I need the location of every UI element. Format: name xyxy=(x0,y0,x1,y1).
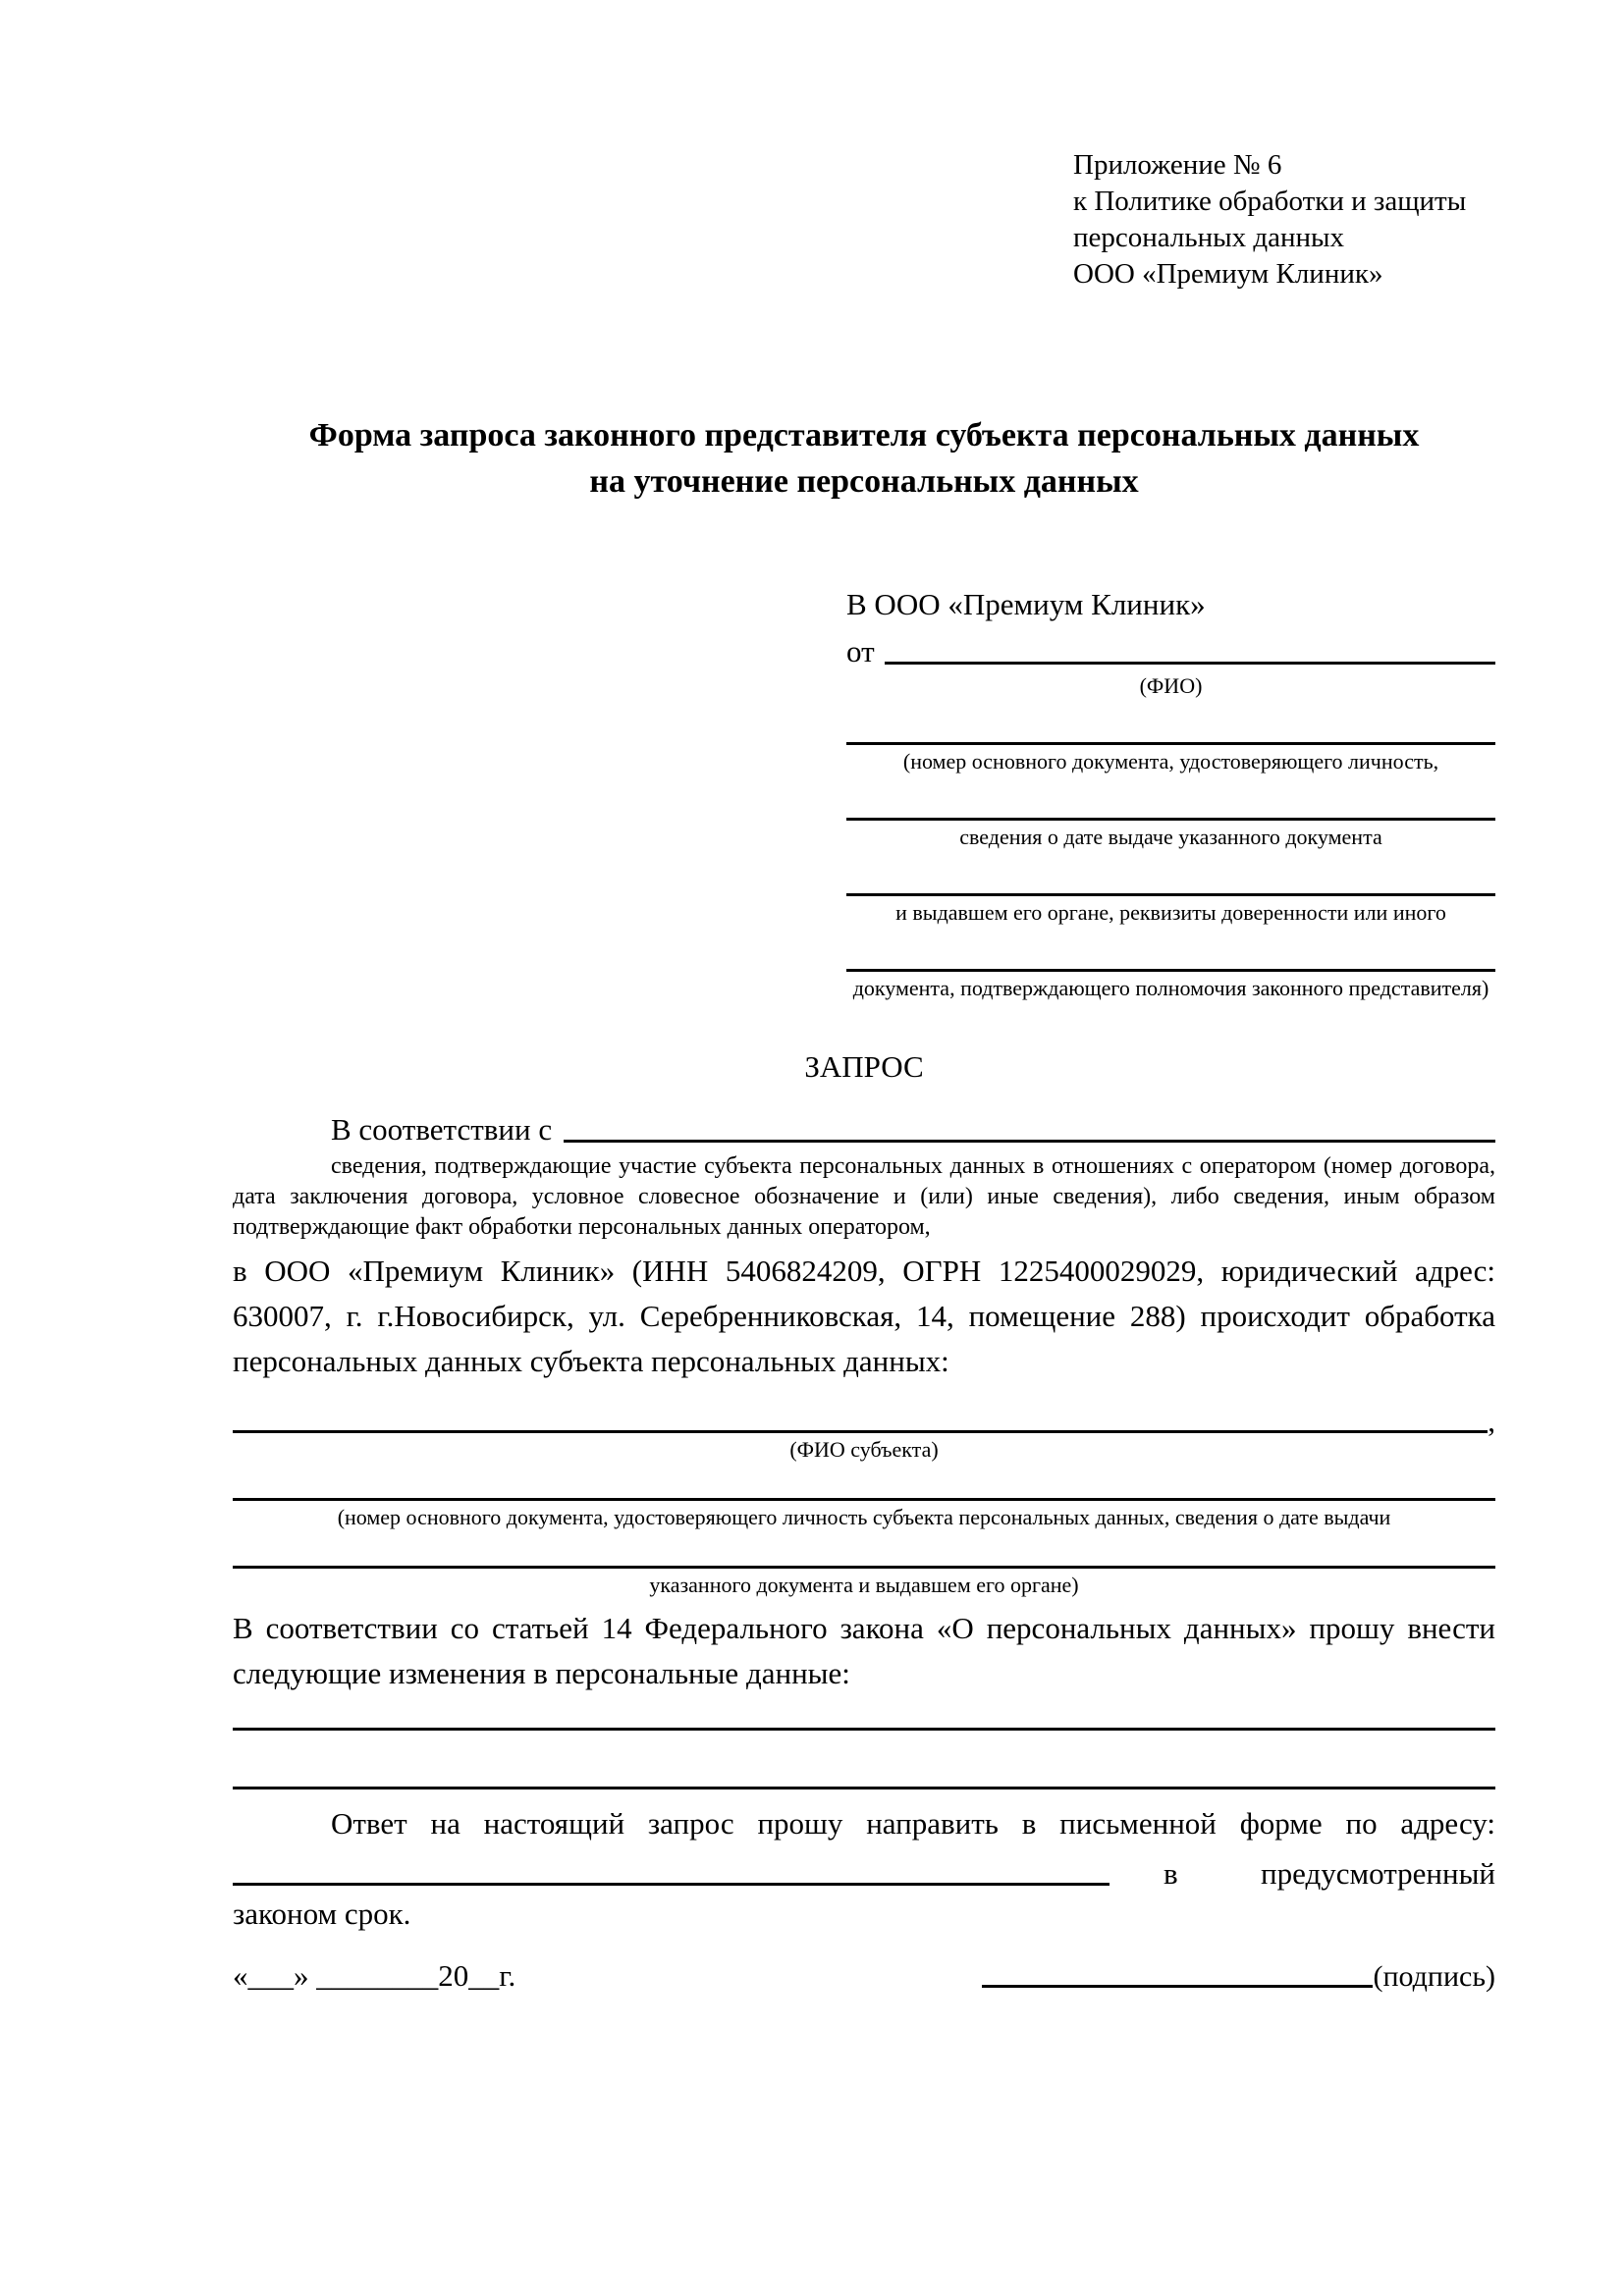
law-paragraph: В соответствии со статьей 14 Федерального закона «О персональных данных» прошу внести следующие изменения в персональные данные: xyxy=(233,1611,1495,1690)
answer-paragraph-line1: Ответ на настоящий запрос прошу направить в письменной форме по адресу: xyxy=(331,1806,1495,1841)
caption-subject-doc-authority: указанного документа и выдавшем его органе) xyxy=(649,1573,1079,1597)
from-row xyxy=(846,626,1495,669)
blank-line-signature xyxy=(982,1985,1373,1988)
blank-line-doc-issue-date xyxy=(846,812,1495,821)
field-authority-doc xyxy=(846,963,1495,1001)
document-title-line2: на уточнение персональных данных xyxy=(589,463,1139,500)
answer-paragraph-end: законом срок. xyxy=(233,1896,411,1931)
answer-word-v: в xyxy=(1164,1856,1178,1891)
blank-line-address xyxy=(233,1883,1110,1886)
footer-row xyxy=(233,1958,1495,1994)
blank-line-authority-doc xyxy=(846,963,1495,972)
field-doc-issue-date xyxy=(846,812,1495,850)
caption-subject-fio: (ФИО субъекта) xyxy=(789,1437,939,1462)
appendix-header xyxy=(1073,147,1495,293)
caption-doc-number: (номер основного документа, удостоверяющего личность, xyxy=(902,749,1439,774)
date-line: «___» ________20__г. xyxy=(233,1958,516,1993)
field-doc-number xyxy=(846,736,1495,774)
answer-word-predusmotrenny: предусмотренный xyxy=(1261,1856,1495,1891)
caption-doc-issue-date: сведения о дате выдаче указанного документа xyxy=(959,825,1382,849)
answer-address-row xyxy=(233,1846,1495,1892)
appendix-number: Приложение № 6 xyxy=(1073,149,1282,181)
blank-line-subject-fio xyxy=(233,1424,1488,1433)
appendix-policy-line2: персональных данных xyxy=(1073,222,1345,253)
caption-authority-doc: документа, подтверждающего полномочия законного представителя) xyxy=(852,976,1489,1000)
caption-subject-doc: (номер основного документа, удостоверяющего личность субъекта персональных данных, сведения о дате выдачи xyxy=(337,1505,1391,1529)
blank-line-fio xyxy=(885,662,1495,665)
field-subject-doc xyxy=(233,1492,1495,1530)
signature-group xyxy=(982,1960,1495,1994)
field-doc-authority xyxy=(846,887,1495,926)
blank-line-basis xyxy=(564,1140,1495,1143)
document-title xyxy=(233,412,1495,505)
intro-note: сведения, подтверждающие участие субъекта персональных данных в отношениях с оператором (номер договора, дата заключения договора, условное словесное обозначение и (или) иные сведения), либо сведения, иным образом подтверждающие факт обработки персональных данных оператором, xyxy=(233,1153,1495,1240)
subject-fio-comma: , xyxy=(1488,1404,1495,1438)
caption-doc-authority: и выдавшем его органе, реквизиты доверенности или иного xyxy=(895,900,1446,925)
intro-prefix: В соответствии с xyxy=(331,1112,553,1147)
blank-line-subject-doc xyxy=(233,1492,1495,1501)
appendix-policy-line1: к Политике обработки и защиты xyxy=(1073,186,1467,217)
intro-row xyxy=(233,1102,1495,1148)
caption-fio: (ФИО) xyxy=(1139,673,1203,698)
blank-line-subject-doc-authority xyxy=(233,1560,1495,1569)
addressee-to: В ООО «Премиум Клиник» xyxy=(846,587,1206,621)
subject-fio-row xyxy=(233,1404,1495,1438)
blank-line-changes-1 xyxy=(233,1728,1495,1731)
addressee-block xyxy=(846,583,1495,1001)
answer-rest xyxy=(1110,1856,1495,1892)
appendix-company: ООО «Премиум Клиник» xyxy=(1073,258,1383,290)
document-title-line1: Форма запроса законного представителя субъекта персональных данных xyxy=(308,417,1420,454)
request-heading: ЗАПРОС xyxy=(804,1049,924,1084)
blank-line-changes-2 xyxy=(233,1787,1495,1789)
operator-paragraph: в ООО «Премиум Клиник» (ИНН 5406824209, ОГРН 1225400029029, юридический адрес: 630007, г. г.Новосибирск, ул. Серебренниковская, 14, помещение 288) происходит обработка персональных данных субъекта персональных данных: xyxy=(233,1254,1495,1378)
blank-line-doc-number xyxy=(846,736,1495,745)
from-label: от xyxy=(846,634,875,668)
caption-signature: (подпись) xyxy=(1373,1960,1495,1993)
blank-line-doc-authority xyxy=(846,887,1495,896)
field-subject-doc-authority xyxy=(233,1560,1495,1598)
